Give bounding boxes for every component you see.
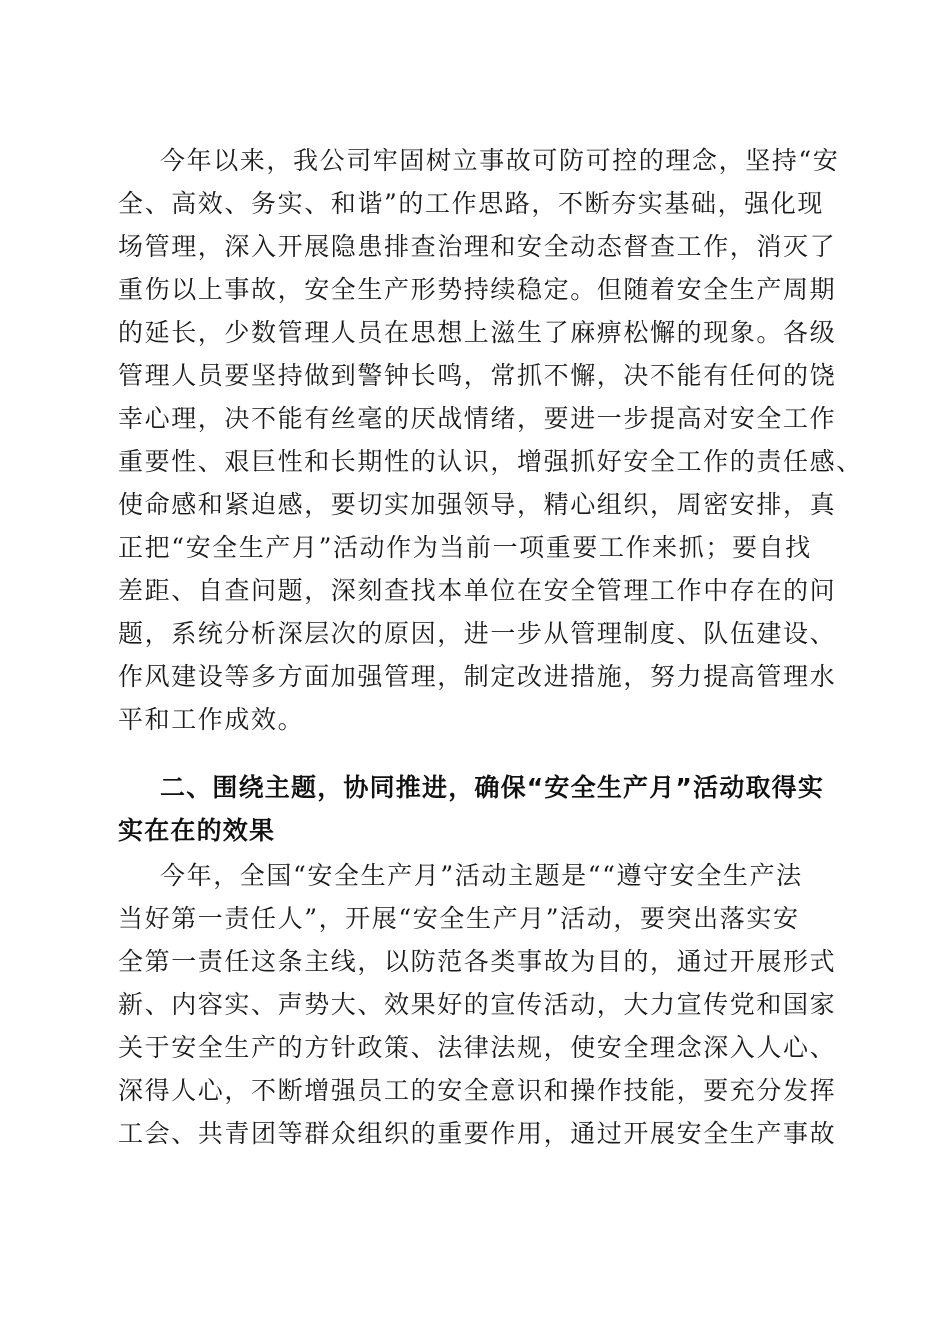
paragraph-2-line-4: 新、内容实、声势大、效果好的宣传活动，大力宣传党和国家 bbox=[118, 990, 837, 1019]
paragraph-2-line-2: 当好第一责任人”，开展“安全生产月”活动，要突出落实安 bbox=[118, 904, 800, 933]
paragraph-1-line-5: 的延长，少数管理人员在思想上滋生了麻痹松懈的现象。各级 bbox=[118, 318, 837, 347]
paragraph-1-line-4: 重伤以上事故，安全生产形势持续稳定。但随着安全生产周期 bbox=[118, 275, 837, 304]
paragraph-1-line-2: 全、高效、务实、和谐”的工作思路，不断夯实基础，强化现 bbox=[118, 189, 824, 218]
paragraph-1-line-13: 作风建设等多方面加强管理，制定改进措施，努力提高管理水 bbox=[118, 662, 837, 691]
section-heading-line-2: 实在在的效果 bbox=[118, 816, 276, 845]
paragraph-1-line-7: 幸心理，决不能有丝毫的厌战情绪，要进一步提高对安全工作 bbox=[118, 404, 837, 433]
paragraph-1-line-14: 平和工作成效。 bbox=[118, 705, 305, 734]
paragraph-1-line-1: 今年以来，我公司牢固树立事故可防可控的理念，坚持“安 bbox=[160, 146, 840, 175]
paragraph-2-line-5: 关于安全生产的方针政策、法律法规，使安全理念深入人心、 bbox=[118, 1033, 837, 1062]
paragraph-1-line-12: 题，系统分析深层次的原因，进一步从管理制度、队伍建设、 bbox=[118, 619, 837, 648]
paragraph-1-line-10: 正把“安全生产月”活动作为当前一项重要工作来抓；要自找 bbox=[118, 533, 812, 562]
paragraph-2-line-3: 全第一责任这条主线，以防范各类事故为目的，通过开展形式 bbox=[118, 947, 837, 976]
paragraph-2-line-6: 深得人心，不断增强员工的安全意识和操作技能，要充分发挥 bbox=[118, 1076, 837, 1105]
paragraph-1-line-3: 场管理，深入开展隐患排查治理和安全动态督查工作，消灭了 bbox=[118, 232, 837, 261]
paragraph-1-line-11: 差距、自查问题，深刻查找本单位在安全管理工作中存在的问 bbox=[118, 576, 837, 605]
paragraph-1-line-8: 重要性、艰巨性和长期性的认识，增强抓好安全工作的责任感、 bbox=[118, 447, 863, 476]
paragraph-2-line-1: 今年，全国“安全生产月”活动主题是““遵守安全生产法 bbox=[160, 861, 803, 890]
paragraph-2-line-7: 工会、共青团等群众组织的重要作用，通过开展安全生产事故 bbox=[118, 1119, 837, 1148]
paragraph-1-line-6: 管理人员要坚持做到警钟长鸣，常抓不懈，决不能有任何的饶 bbox=[118, 361, 837, 390]
section-heading-line-1: 二、围绕主题，协同推进，确保“安全生产月”活动取得实 bbox=[160, 773, 825, 802]
paragraph-1-line-9: 使命感和紧迫感，要切实加强领导，精心组织，周密安排，真 bbox=[118, 490, 837, 519]
